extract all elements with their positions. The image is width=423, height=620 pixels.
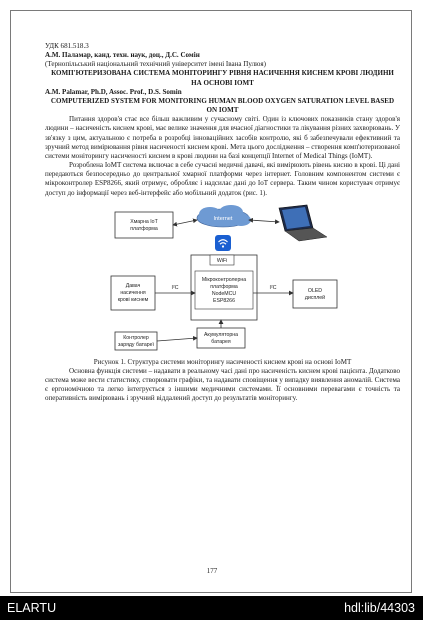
paragraph-2: Розроблена IoMT система включає в себе сучасні медичні давачі, які вимірюють рівень кисню в крові. Ці дані передаються безпосередньо до центральної хмарної платформи через інтернет. Головним компонентом системи є мікроконтролер ESP8266, який отримує, обробляє і надсилає дані до IoT сервера. Таким чином користувач отримує доступ до інформації через веб-інтерфейс або мобільний додаток (рис. 1).: [45, 161, 400, 197]
figure-caption: Рисунок 1. Структура системи моніторингу насиченості киснем крові на основі IoMT: [93, 357, 352, 366]
footer-bar: [0, 596, 423, 620]
i2c-right-label: I²C: [269, 284, 277, 291]
laptop-icon: [279, 205, 327, 241]
oled-box: [293, 280, 337, 308]
cloud-platform-box: [115, 212, 173, 238]
link-internet-laptop: [249, 220, 279, 222]
sensor-label-1: Давач: [125, 282, 141, 289]
sensor-label-3: крові киснем: [117, 296, 149, 303]
wifi-module-label: WiFi: [216, 257, 228, 264]
battery-label-2: батарея: [211, 338, 231, 345]
battery-box: [197, 328, 245, 348]
link-cloud-internet: [173, 220, 197, 225]
cloud-platform-label-2: платформа: [130, 225, 158, 232]
handle-identifier[interactable]: hdl:lib/44303: [344, 601, 415, 615]
charge-label-1: Контролер: [123, 334, 149, 341]
charge-label-2: заряду батареї: [118, 341, 154, 348]
i2c-left-label: I²C: [171, 284, 179, 291]
paragraph-3: Основна функція системи – надавати в реальному часі дані про насиченість киснем крові пацієнта. Додатково система може вести статистику, створювати графіки, та надавати сповіщення у випадку виявлення аномалій. Система є ергономічною та легко інтегрується з іншими медичними системами. Її основними перевагами є точність та оперативність вимірювань і зручний віддалений доступ до результатів моніторингу.: [45, 366, 400, 403]
title-ukrainian: КОМП'ЮТЕРИЗОВАНА СИСТЕМА МОНІТОРИНГУ РІВНЯ НАСИЧЕННЯ КИСНЕМ КРОВІ ЛЮДИНИ НА ОСНОВІ IOMT: [51, 69, 394, 87]
paper-content: [45, 42, 400, 403]
paragraph-1: Питання здоров'я стає все більш важливим у сучасному світі. Один із ключових показників стану здоров'я людини – насиченість киснем крові, має велике значення для вчасної діагностики та лікування різних захворювань. У зв'язку з цим, актуальною є потреба в розробці інноваційних засобів контролю, які б забезпечували ефективний та зручний метод вимірювання рівня насиченості киснем крові. Мета цього дослідження – створення комп'ютеризованої системи моніторингу насиченості киснем в крові людини на базі концепції Internet of Medical Things (IoMT).: [45, 115, 400, 160]
mcu-label-2: платформа: [210, 283, 238, 290]
page-number: 177: [206, 567, 218, 575]
mcu-label-1: Мікроконтролерна: [201, 276, 247, 283]
battery-label-1: Акумуляторна: [203, 331, 239, 338]
wifi-icon: [215, 235, 231, 251]
oled-label-1: OLED: [307, 287, 323, 294]
authors-ukrainian: А.М. Паламар, канд. техн. наук, доц., Д.С. Сомін: [45, 51, 200, 60]
mcu-label-4: ESP8266: [213, 297, 235, 304]
affiliation: (Тернопільський національний технічний університет імені Івана Пулюя): [45, 60, 266, 69]
cloud-platform-label-1: Хмарна IoT: [130, 218, 158, 225]
link-charge-battery: [157, 338, 197, 341]
mcu-label-3: NodeMCU: [211, 290, 237, 297]
authors-english: A.M. Palamar, Ph.D, Assoc. Prof., D.S. Somin: [45, 87, 182, 96]
title-english: COMPUTERIZED SYSTEM FOR MONITORING HUMAN BLOOD OXYGEN SATURATION LEVEL BASED ON IOMT: [50, 96, 395, 115]
paper-page: [10, 10, 412, 593]
sensor-label-2: насичення: [120, 289, 146, 296]
system-structure-figure: [45, 204, 400, 354]
block-diagram: [45, 204, 400, 354]
internet-label: Internet: [213, 215, 233, 222]
udc-code: УДК 681.518.3: [45, 42, 89, 50]
repository-name: ELARTU: [7, 601, 57, 615]
oled-label-2: дисплей: [304, 294, 326, 301]
